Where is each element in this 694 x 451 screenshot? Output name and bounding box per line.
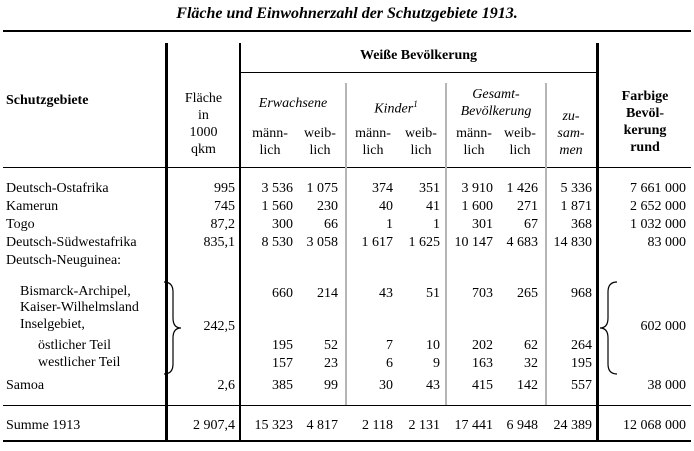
kaiser-label: Kaiser-Wilhelmsland bbox=[20, 300, 139, 315]
cell-zus: 5 336 bbox=[560, 181, 592, 196]
header-farbige-4: rund bbox=[630, 140, 660, 155]
cell-flaeche: 835,1 bbox=[203, 235, 235, 250]
cell-g_w: 6 948 bbox=[506, 418, 538, 433]
cell-e_w: 214 bbox=[317, 286, 338, 301]
header-zusammen-3: men bbox=[559, 143, 583, 158]
cell-farbige: 602 000 bbox=[640, 319, 686, 334]
cell-k_w: 9 bbox=[433, 356, 440, 371]
header-farbige-2: Bevöl- bbox=[625, 106, 665, 121]
cell-k_w: 351 bbox=[419, 181, 440, 196]
cell-e_w: 23 bbox=[324, 356, 338, 371]
cell-zus: 968 bbox=[571, 286, 592, 301]
cell-flaeche: 995 bbox=[214, 181, 235, 196]
cell-k_m: 374 bbox=[372, 181, 393, 196]
cell-farbige: 38 000 bbox=[647, 378, 686, 393]
cell-zus: 195 bbox=[571, 356, 592, 371]
cell-g_m: 17 441 bbox=[454, 418, 493, 433]
right-brace bbox=[599, 280, 623, 376]
cell-e_w: 66 bbox=[324, 217, 338, 232]
cell-k_m: 2 118 bbox=[362, 418, 393, 433]
cell-k_m: 43 bbox=[379, 286, 393, 301]
cell-farbige: 83 000 bbox=[647, 235, 686, 250]
cell-g_w: 62 bbox=[524, 338, 538, 353]
sum-rule bbox=[3, 405, 691, 406]
cell-flaeche: 242,5 bbox=[203, 319, 235, 334]
insel-label: Inselgebiet, bbox=[20, 317, 85, 332]
cell-k_m: 1 617 bbox=[361, 235, 393, 250]
cell-g_w: 4 683 bbox=[506, 235, 538, 250]
header-kinder-label: Kinder bbox=[374, 101, 414, 117]
left-brace bbox=[160, 280, 184, 376]
cell-k_m: 7 bbox=[386, 338, 393, 353]
bottom-rule bbox=[3, 440, 691, 442]
header-kinder bbox=[347, 96, 445, 118]
header-g-maennlich-2: lich bbox=[463, 143, 485, 158]
oestlich-label: östlicher Teil bbox=[38, 338, 112, 353]
cell-k_w: 51 bbox=[426, 286, 440, 301]
cell-k_m: 40 bbox=[379, 199, 393, 214]
cell-k_w: 2 131 bbox=[408, 418, 440, 433]
cell-flaeche: 2 907,4 bbox=[193, 418, 235, 433]
westlich-label: westlicher Teil bbox=[38, 355, 121, 370]
header-k-maennlich-1: männ- bbox=[355, 126, 391, 141]
header-rule bbox=[3, 167, 691, 168]
cell-farbige: 12 068 000 bbox=[623, 418, 686, 433]
cell-k_w: 41 bbox=[426, 199, 440, 214]
header-k-weiblich-2: lich bbox=[410, 143, 432, 158]
cell-farbige: 7 661 000 bbox=[630, 181, 686, 196]
footnote-marker: 1 bbox=[413, 99, 418, 109]
row-name: Deutsch-Ostafrika bbox=[6, 181, 109, 196]
cell-g_w: 32 bbox=[524, 356, 538, 371]
header-flaeche-1: Fläche bbox=[184, 91, 223, 106]
header-g-weiblich-1: weib- bbox=[504, 126, 536, 141]
cell-flaeche: 87,2 bbox=[210, 217, 235, 232]
cell-zus: 14 830 bbox=[553, 235, 592, 250]
cell-k_m: 30 bbox=[379, 378, 393, 393]
row-name: Deutsch-Südwestafrika bbox=[6, 235, 137, 250]
cell-k_m: 1 bbox=[386, 217, 393, 232]
cell-g_w: 142 bbox=[517, 378, 538, 393]
cell-e_m: 385 bbox=[272, 378, 293, 393]
header-zusammen-1: zu- bbox=[562, 109, 580, 124]
cell-e_m: 195 bbox=[272, 338, 293, 353]
cell-e_m: 8 530 bbox=[261, 235, 293, 250]
cell-e_m: 300 bbox=[272, 217, 293, 232]
header-e-maennlich-2: lich bbox=[259, 143, 281, 158]
cell-k_w: 10 bbox=[426, 338, 440, 353]
cell-e_w: 4 817 bbox=[306, 418, 338, 433]
cell-zus: 1 871 bbox=[560, 199, 592, 214]
cell-g_m: 1 600 bbox=[461, 199, 493, 214]
header-flaeche-2: in bbox=[198, 108, 209, 123]
cell-g_m: 415 bbox=[472, 378, 493, 393]
header-gesamt-1: Gesamt- bbox=[472, 87, 520, 102]
cell-g_w: 265 bbox=[517, 286, 538, 301]
header-k-maennlich-2: lich bbox=[362, 143, 384, 158]
header-e-weiblich-2: lich bbox=[309, 143, 331, 158]
row-name: Summe 1913 bbox=[6, 418, 81, 433]
cell-zus: 24 389 bbox=[553, 418, 592, 433]
cell-zus: 557 bbox=[571, 378, 592, 393]
header-e-weiblich-1: weib- bbox=[304, 126, 336, 141]
header-erwachsene: Erwachsene bbox=[258, 96, 328, 111]
cell-e_m: 157 bbox=[272, 356, 293, 371]
cell-k_w: 43 bbox=[426, 378, 440, 393]
header-flaeche-3: 1000 bbox=[189, 125, 218, 140]
cell-e_m: 3 536 bbox=[261, 181, 293, 196]
cell-zus: 368 bbox=[571, 217, 592, 232]
header-farbige-1: Farbige bbox=[621, 89, 669, 104]
cell-g_w: 271 bbox=[517, 199, 538, 214]
cell-e_w: 99 bbox=[324, 378, 338, 393]
cell-g_m: 301 bbox=[472, 217, 493, 232]
header-e-maennlich-1: männ- bbox=[252, 126, 288, 141]
header-weisse-bevoelkerung: Weiße Bevölkerung bbox=[359, 48, 478, 63]
cell-k_m: 6 bbox=[386, 356, 393, 371]
cell-g_m: 163 bbox=[472, 356, 493, 371]
cell-e_m: 15 323 bbox=[254, 418, 293, 433]
cell-g_m: 703 bbox=[472, 286, 493, 301]
cell-e_w: 3 058 bbox=[306, 235, 338, 250]
cell-flaeche: 745 bbox=[214, 199, 235, 214]
top-rule bbox=[3, 30, 691, 32]
table-title: Fläche und Einwohnerzahl der Schutzgebiete 1913. bbox=[176, 5, 518, 22]
cell-e_w: 1 075 bbox=[306, 181, 338, 196]
cell-g_w: 67 bbox=[524, 217, 538, 232]
header-k-weiblich-1: weib- bbox=[405, 126, 437, 141]
cell-g_m: 3 910 bbox=[461, 181, 493, 196]
row-name: Samoa bbox=[6, 378, 45, 393]
header-gesamt-2: Bevölkerung bbox=[460, 104, 532, 119]
header-g-maennlich-1: männ- bbox=[456, 126, 492, 141]
neuguinea-label: Deutsch-Neuguinea: bbox=[6, 253, 122, 268]
header-flaeche-4: qkm bbox=[191, 142, 216, 157]
cell-zus: 264 bbox=[571, 338, 592, 353]
header-g-weiblich-2: lich bbox=[509, 143, 531, 158]
cell-flaeche: 2,6 bbox=[217, 378, 235, 393]
bismarck-label: Bismarck-Archipel, bbox=[20, 284, 131, 299]
header-zusammen-2: sam- bbox=[557, 126, 585, 141]
cell-g_m: 10 147 bbox=[454, 235, 493, 250]
row-name: Togo bbox=[6, 217, 35, 232]
cell-e_m: 660 bbox=[272, 286, 293, 301]
header-schutzgebiete: Schutzgebiete bbox=[6, 93, 89, 108]
cell-farbige: 2 652 000 bbox=[630, 199, 686, 214]
cell-k_w: 1 625 bbox=[408, 235, 440, 250]
header-farbige-3: kerung bbox=[623, 123, 667, 138]
cell-e_m: 1 560 bbox=[261, 199, 293, 214]
cell-e_w: 52 bbox=[324, 338, 338, 353]
cell-g_w: 1 426 bbox=[506, 181, 538, 196]
group-rule bbox=[240, 72, 597, 73]
cell-k_w: 1 bbox=[433, 217, 440, 232]
cell-e_w: 230 bbox=[317, 199, 338, 214]
row-name: Kamerun bbox=[6, 199, 59, 214]
cell-farbige: 1 032 000 bbox=[630, 217, 686, 232]
cell-g_m: 202 bbox=[472, 338, 493, 353]
